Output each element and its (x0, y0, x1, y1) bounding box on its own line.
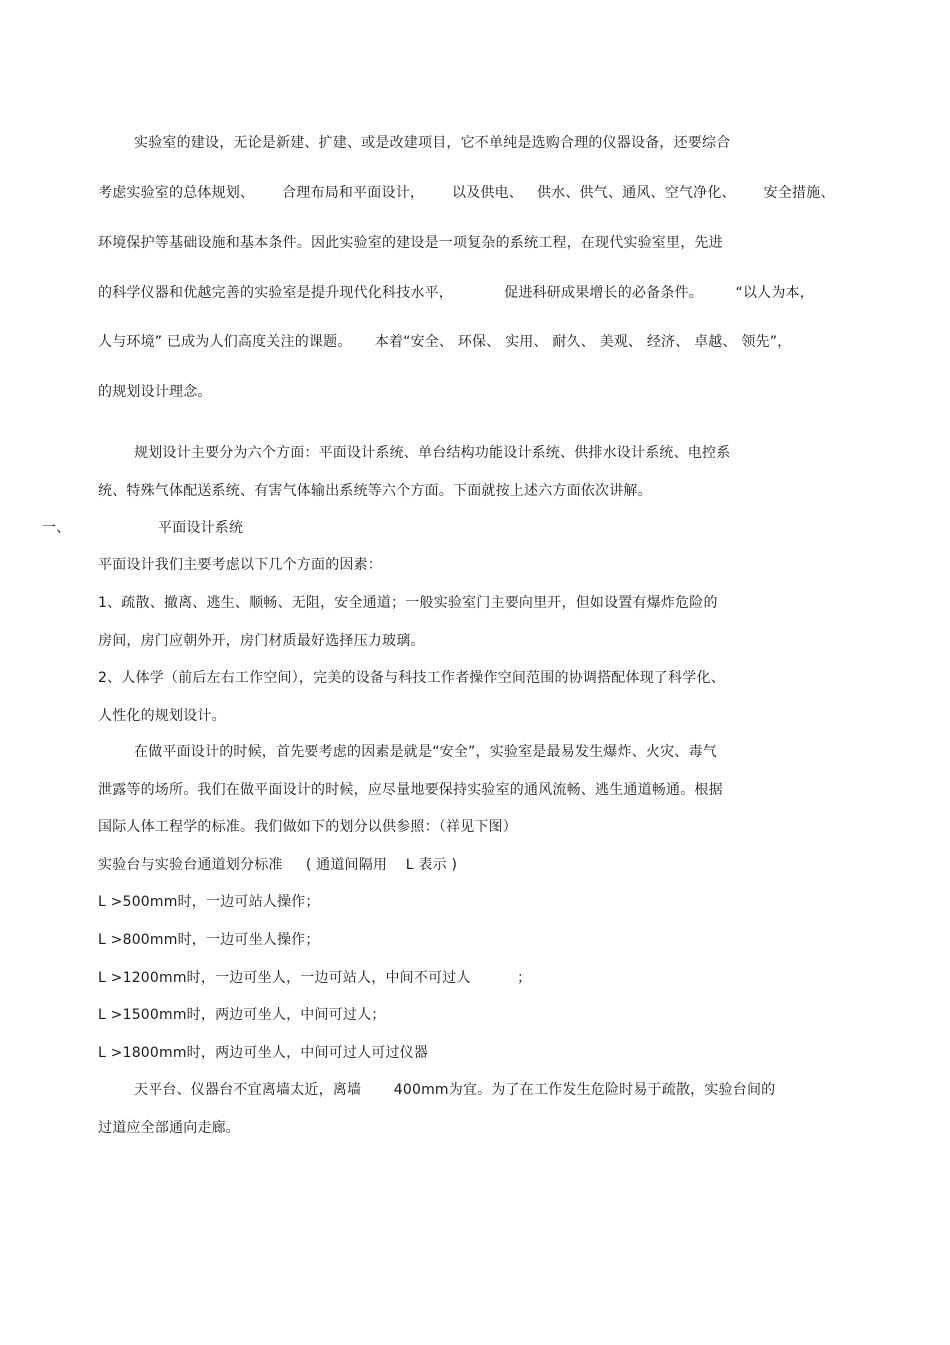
intro-line-6: 的规划设计理念。 (98, 384, 212, 400)
section-number: 一、 (42, 520, 71, 536)
overview-line-1: 规划设计主要分为六个方面：平面设计系统、单台结构功能设计系统、供排水设计系统、电控系 (134, 445, 731, 461)
section-line-3: 房间，房门应朝外开，房门材质最好选择压力玻璃。 (98, 633, 425, 649)
section-line-12: L >1200mm时，一边可坐人，一边可站人，中间不可过人 ； (98, 970, 532, 986)
section-line-1: 平面设计我们主要考虑以下几个方面的因素： (98, 557, 382, 573)
section-line-7: 泄露等的场所。我们在做平面设计的时候，应尽量地要保持实验室的通风流畅、逃生通道畅通。根据 (98, 782, 723, 798)
section-line-9: 实验台与实验台通道划分标准 ( 通道间隔用 L 表示 ) (98, 857, 458, 873)
intro-line-5: 人与环境” 已成为人们高度关注的课题。 本着“安全、 环保、 实用、 耐久、 美观、 经济、 卓越、 领先”， (98, 334, 792, 350)
section-line-11: L >800mm时，一边可坐人操作； (98, 932, 320, 948)
section-line-10: L >500mm时，一边可站人操作； (98, 894, 320, 910)
overview-line-2: 统、特殊气体配送系统、有害气体输出系统等六个方面。下面就按上述六方面依次讲解。 (98, 483, 652, 499)
section-line-4: 2、人体学（前后左右工作空间），完美的设备与科技工作者操作空间范围的协调搭配体现了科学化、 (98, 670, 725, 686)
section-line-2: 1、疏散、撤离、逃生、顺畅、无阻，安全通道；一般实验室门主要向里开，但如设置有爆炸危险的 (98, 595, 718, 611)
section-title: 平面设计系统 (158, 520, 244, 536)
section-line-5: 人性化的规划设计。 (98, 708, 226, 724)
intro-line-3: 环境保护等基础设施和基本条件。因此实验室的建设是一项复杂的系统工程，在现代实验室里，先进 (98, 235, 723, 251)
section-line-6: 在做平面设计的时候，首先要考虑的因素是就是“安全”，实验室是最易发生爆炸、火灾、毒气 (134, 744, 717, 760)
intro-line-2: 考虑实验室的总体规划、 合理布局和平面设计， 以及供电、 供水、供气、通风、空气净化、 安全措施、 (98, 185, 835, 201)
section-line-14: L >1800mm时，两边可坐人，中间可过人可过仪器 (98, 1045, 429, 1061)
section-line-13: L >1500mm时，两边可坐人，中间可过人； (98, 1007, 386, 1023)
intro-line-4: 的科学仪器和优越完善的实验室是提升现代化科技水平， 促进科研成果增长的必备条件。 “以人为本， (98, 285, 814, 301)
section-line-8: 国际人体工程学的标准。我们做如下的划分以供参照：（祥见下图） (98, 819, 517, 835)
intro-line-1: 实验室的建设，无论是新建、扩建、或是改建项目，它不单纯是选购合理的仪器设备，还要综合 (134, 135, 731, 151)
section-line-15: 天平台、仪器台不宜离墙太近，离墙 400mm为宜。为了在工作发生危险时易于疏散，实验台间的 (134, 1082, 776, 1098)
section-line-16: 过道应全部通向走廊。 (98, 1120, 240, 1136)
